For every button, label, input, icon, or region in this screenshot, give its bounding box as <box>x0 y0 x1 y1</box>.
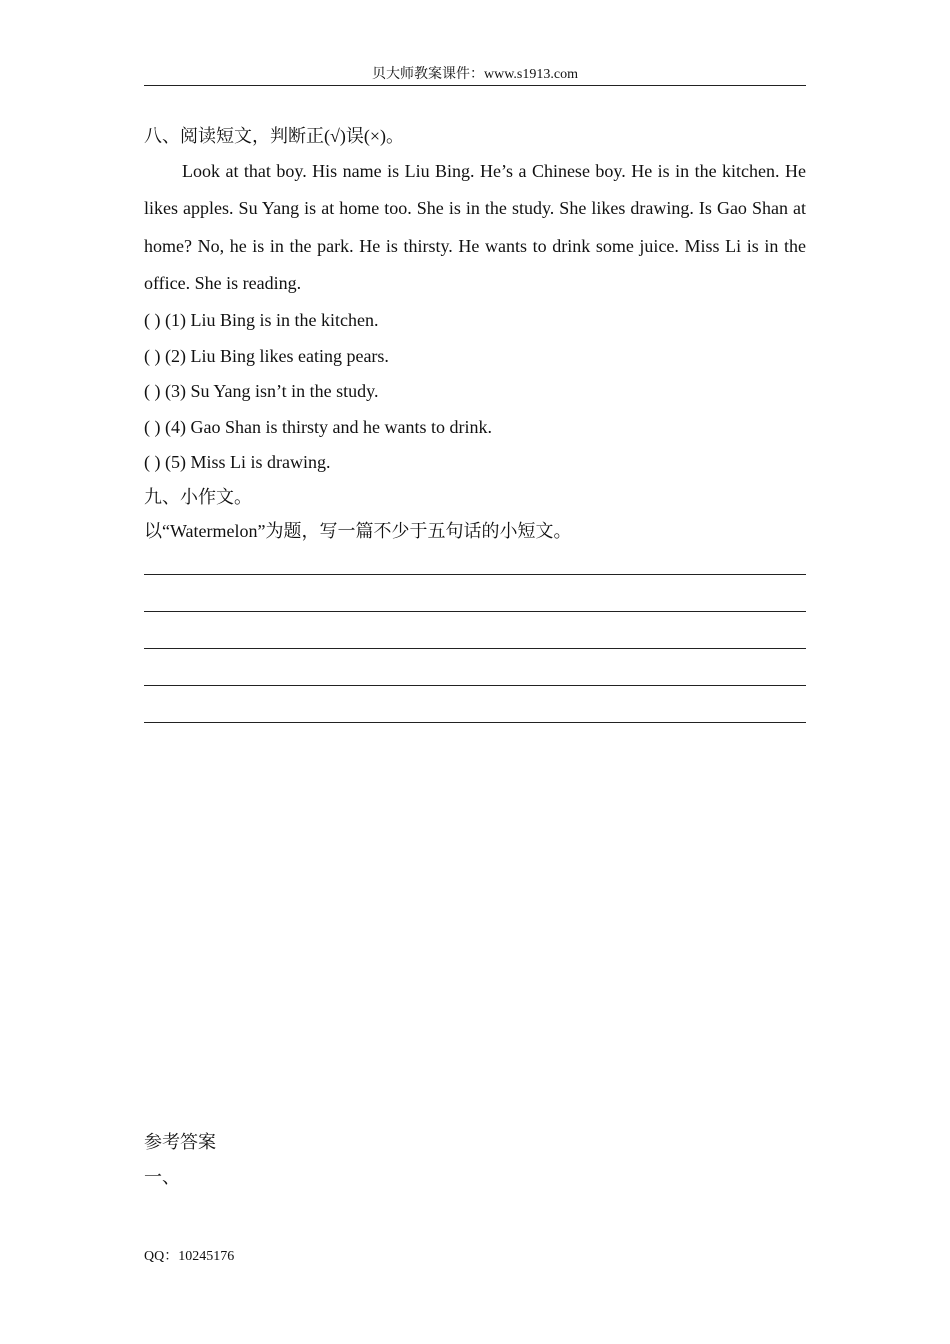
page-footer: QQ：10245176 <box>144 1249 235 1264</box>
writing-area <box>144 538 806 723</box>
writing-line <box>144 649 806 686</box>
writing-prompt: 以“Watermelon”为题，写一篇不少于五句话的小短文。 <box>144 521 572 541</box>
page-header: 贝大师教案课件：www.s1913.com <box>372 67 578 82</box>
writing-line <box>144 575 806 612</box>
reading-passage: Look at that boy. His name is Liu Bing. He’s a Chinese boy. He is in the kitchen. He likes apples. Su Yang is at home too. She is in the study. She likes drawing. Is Gao Shan at home? No, he is in the park. He is thirsty. He wants to drink some juice. Miss Li is in the office. She is reading. <box>144 161 806 293</box>
section-9-title: 九、小作文。 <box>144 487 252 507</box>
writing-line <box>144 538 806 575</box>
header-divider <box>144 85 806 86</box>
question-item: ( ) (4) Gao Shan is thirsty and he wants to drink. <box>144 416 492 437</box>
answers-section-1: 一、 <box>144 1167 180 1187</box>
answers-title: 参考答案 <box>144 1132 216 1152</box>
question-item: ( ) (3) Su Yang isn’t in the study. <box>144 381 379 401</box>
question-item: ( ) (2) Liu Bing likes eating pears. <box>144 345 389 366</box>
writing-line <box>144 612 806 649</box>
question-item: ( ) (5) Miss Li is drawing. <box>144 452 331 472</box>
question-item: ( ) (1) Liu Bing is in the kitchen. <box>144 310 379 330</box>
true-false-questions <box>144 308 806 486</box>
section-8-title: 八、阅读短文，判断正(√)误(×)。 <box>144 126 405 146</box>
writing-line <box>144 686 806 723</box>
